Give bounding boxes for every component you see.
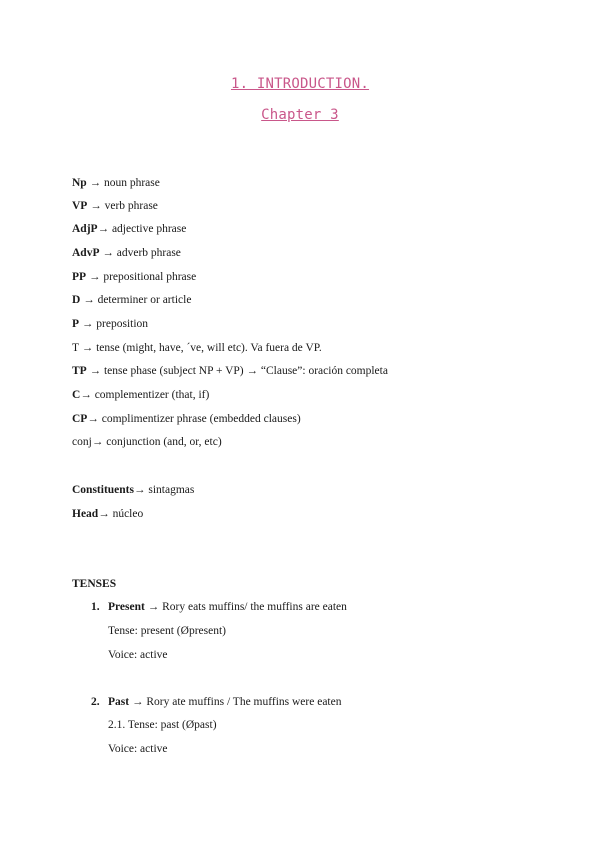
term-label: Head <box>72 508 99 520</box>
abbrev-item <box>72 176 160 190</box>
arrow-icon: → <box>81 318 94 330</box>
abbrev-term: PP <box>72 271 87 283</box>
abbrev-term: TP <box>72 365 87 377</box>
abbrev-term: conj <box>72 436 92 448</box>
tense-detail: Tense: present (Øpresent) <box>108 625 226 637</box>
abbrev-def: tense phase (subject NP + VP) → “Clause”: oración completa <box>103 365 388 377</box>
arrow-icon: → <box>91 436 104 448</box>
arrow-icon: → <box>87 413 99 425</box>
abbrev-def: conjunction (and, or, etc) <box>106 436 222 448</box>
abbrev-item <box>72 199 158 213</box>
abbrev-def: preposition <box>96 318 149 330</box>
arrow-icon: → <box>97 223 110 235</box>
term-label: Constituents <box>72 484 134 496</box>
abbrev-term: CP <box>72 413 88 425</box>
abbrev-item <box>72 364 388 378</box>
tense-detail: Voice: active <box>108 743 168 755</box>
abbrev-item <box>72 293 191 307</box>
arrow-icon: → <box>89 365 102 377</box>
list-number: 2. <box>91 696 100 708</box>
tense-example: Rory ate muffins / The muffins were eaten <box>146 696 342 708</box>
tenses-heading: TENSES <box>72 578 117 590</box>
abbrev-def: adverb phrase <box>116 247 181 259</box>
abbrev-def: prepositional phrase <box>103 271 197 283</box>
list-number: 1. <box>91 601 100 613</box>
arrow-icon: → <box>89 177 102 189</box>
arrow-icon: → <box>98 508 110 520</box>
abbrev-def: noun phrase <box>103 177 160 189</box>
arrow-icon: → <box>81 342 94 354</box>
term-item <box>72 483 194 497</box>
abbrev-item <box>72 388 209 402</box>
abbrev-item <box>72 341 322 355</box>
tense-name: Past <box>108 696 130 708</box>
abbrev-term: C <box>72 389 81 401</box>
chapter-subtitle: Chapter 3 <box>261 107 339 123</box>
abbrev-term: T <box>72 342 79 354</box>
arrow-icon: → <box>88 271 101 283</box>
abbrev-item <box>72 222 186 236</box>
arrow-icon: → <box>147 601 160 613</box>
abbrev-term: P <box>72 318 80 330</box>
abbrev-item <box>72 317 148 331</box>
abbrev-def: determiner or article <box>97 294 192 306</box>
abbrev-term: Np <box>72 177 87 189</box>
abbrev-item <box>72 412 301 426</box>
abbrev-def: complimentizer phrase (embedded clauses) <box>101 413 301 425</box>
abbrev-def: verb phrase <box>104 200 158 212</box>
abbrev-term: D <box>72 294 81 306</box>
tense-detail: Voice: active <box>108 649 168 661</box>
term-def: núcleo <box>112 508 144 520</box>
term-def: sintagmas <box>148 484 195 496</box>
tense-item <box>108 601 347 613</box>
page-title: 1. INTRODUCTION. <box>230 76 370 92</box>
tense-example: Rory eats muffins/ the muffins are eaten <box>162 601 347 613</box>
tense-detail: 2.1. Tense: past (Øpast) <box>108 719 217 731</box>
abbrev-term: AdvP <box>72 247 100 259</box>
abbrev-def: tense (might, have, ´ve, will etc). Va fuera de VP. <box>96 342 322 354</box>
tense-item <box>108 696 341 708</box>
abbrev-item <box>72 270 196 284</box>
abbrev-def: complementizer (that, if) <box>94 389 210 401</box>
arrow-icon: → <box>90 200 102 212</box>
arrow-icon: → <box>80 389 92 401</box>
arrow-icon: → <box>102 247 114 259</box>
section-heading <box>72 577 116 591</box>
term-item <box>72 507 143 521</box>
abbrev-def: adjective phrase <box>111 223 187 235</box>
arrow-icon: → <box>131 696 144 708</box>
abbrev-term: AdjP <box>72 223 98 235</box>
abbrev-item <box>72 435 222 449</box>
arrow-icon: → <box>83 294 95 306</box>
arrow-icon: → <box>133 484 146 496</box>
tense-name: Present <box>108 601 145 613</box>
abbrev-item <box>72 246 181 260</box>
abbrev-term: VP <box>72 200 88 212</box>
